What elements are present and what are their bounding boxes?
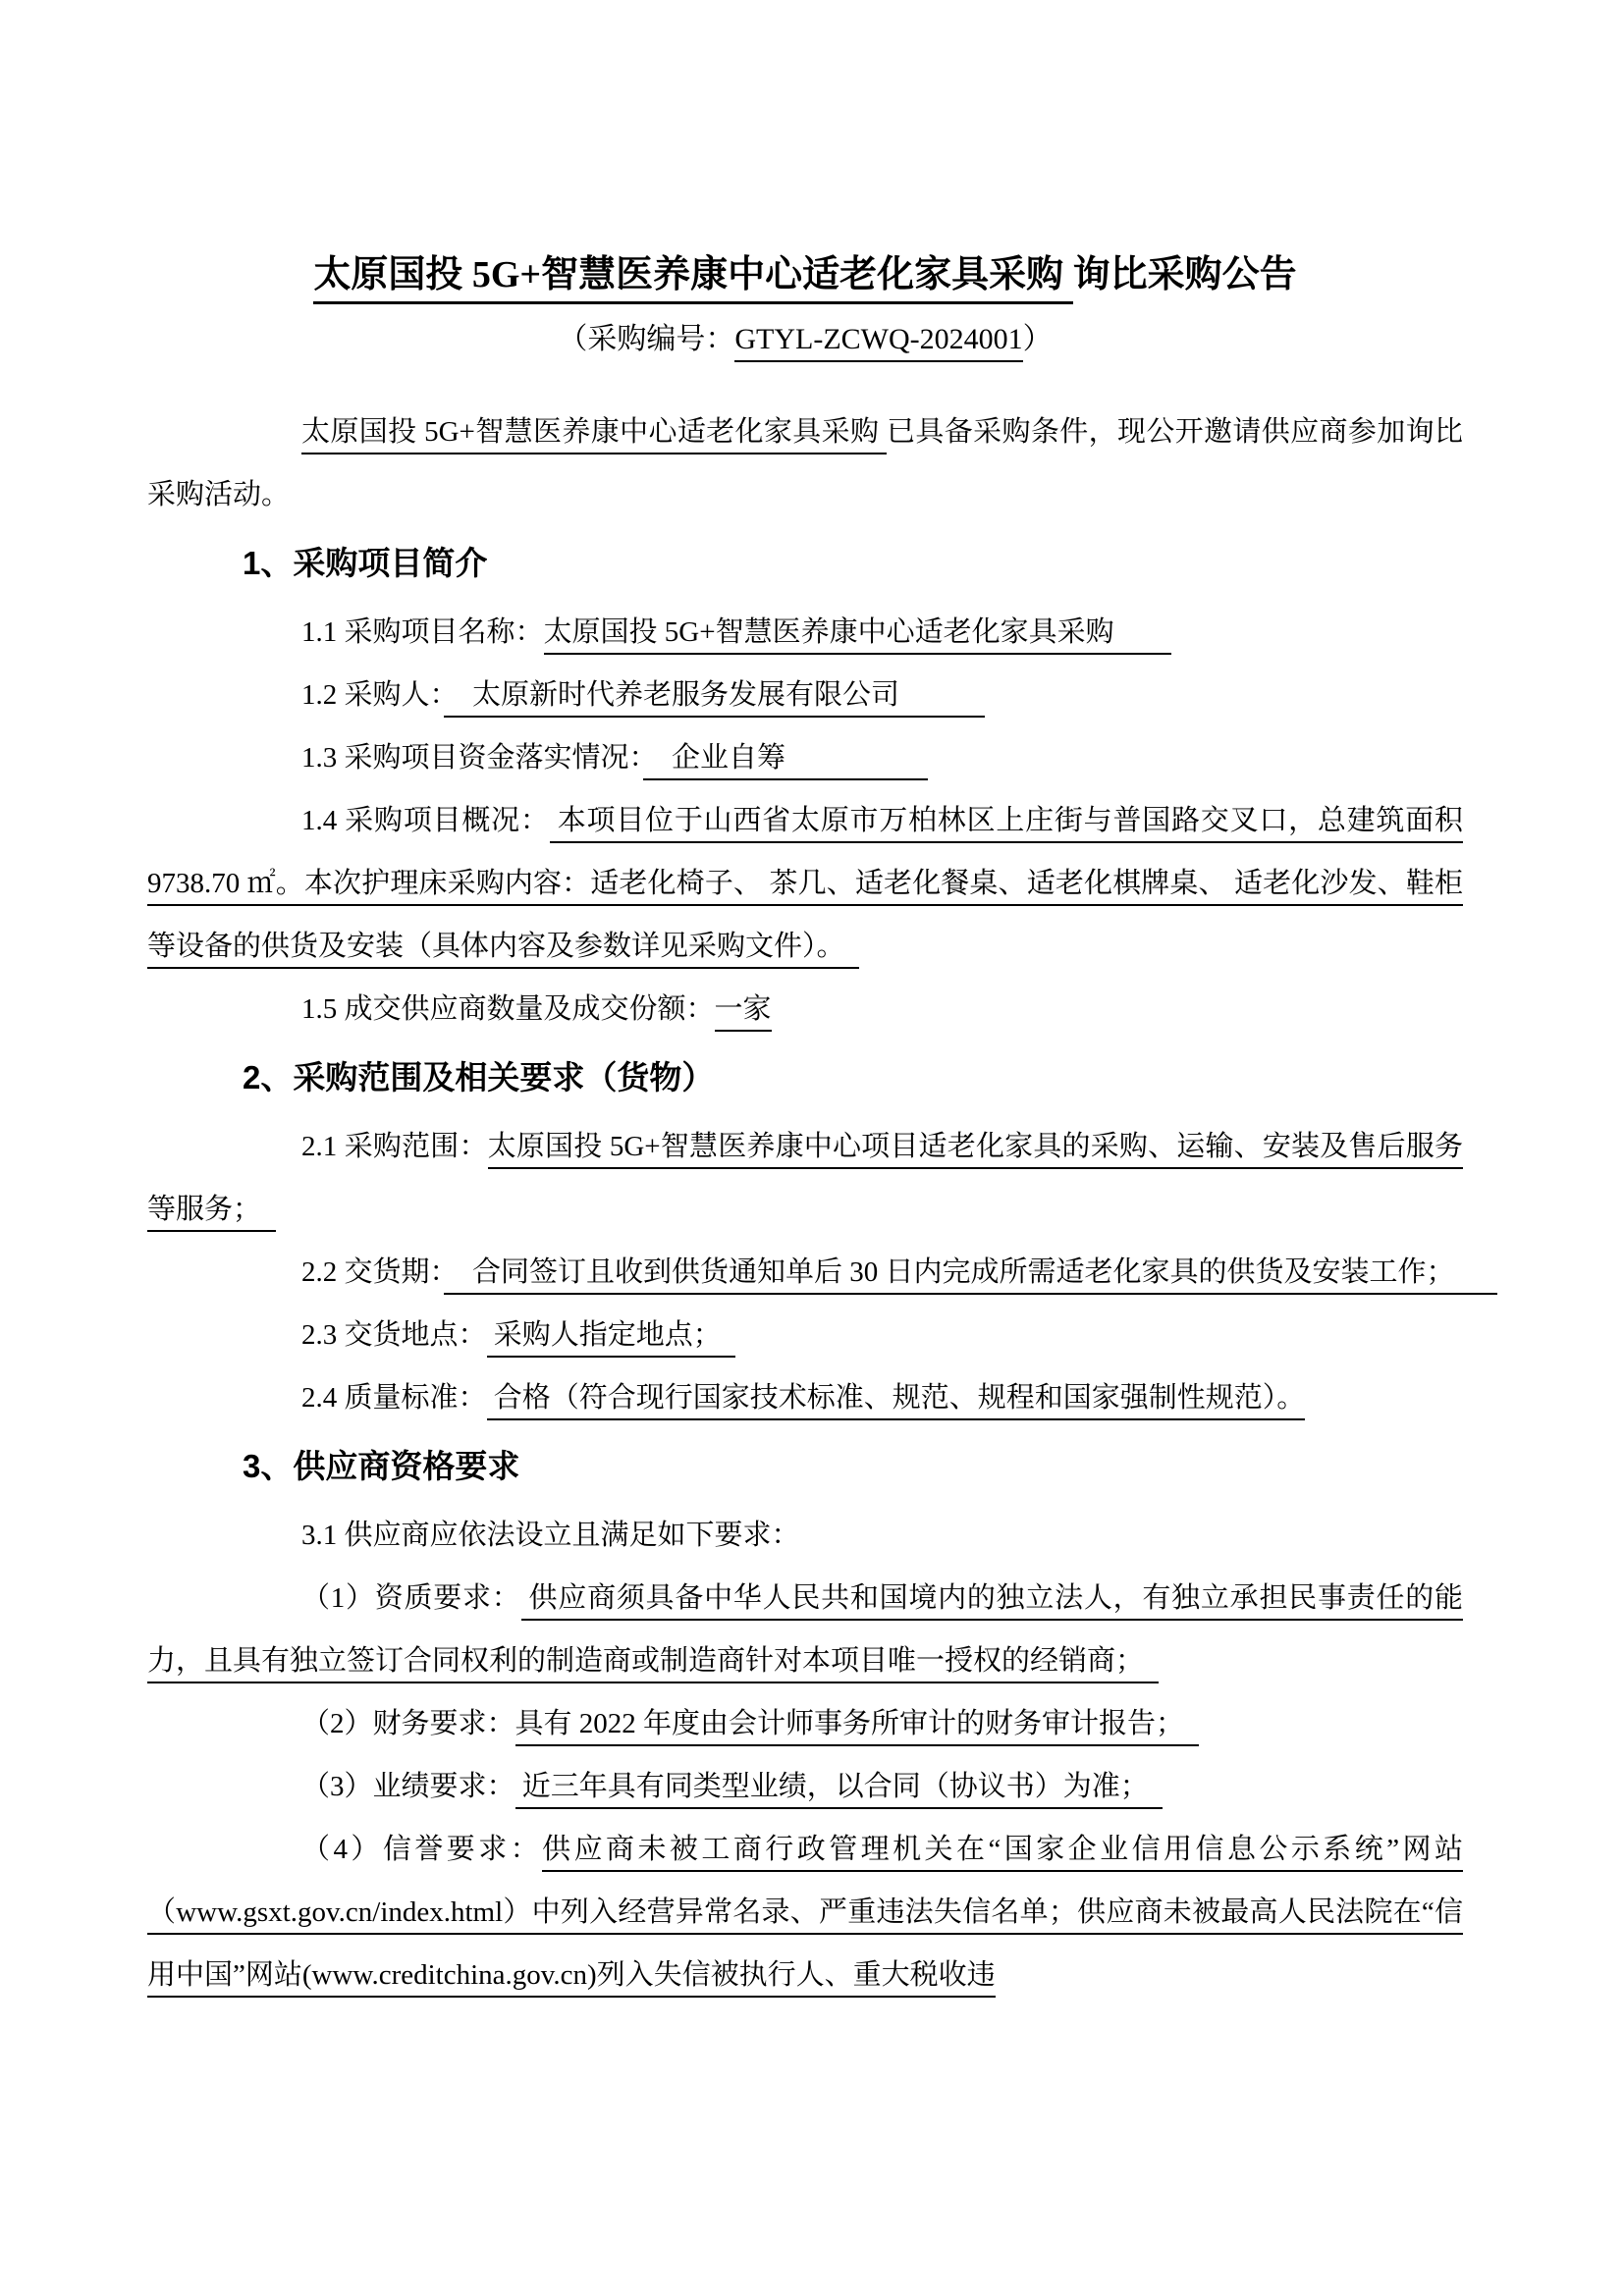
clause-label: 1.3 采购项目资金落实情况： [301,742,644,774]
procurement-number-line [147,308,1463,371]
clause-value-underlined: 合同签订且收到供货通知单后 30 日内完成所需适老化家具的供货及安装工作； [444,1256,1497,1295]
doc-title-suffix: 询比采购公告 [1072,254,1297,295]
clause-value-underlined: 合格（符合现行国家技术标准、规范、规程和国家强制性规范）。 [487,1382,1306,1420]
clause-label: 1.2 采购人： [301,679,445,711]
clause-label: （1）资质要求： [301,1582,521,1614]
clause-label: 1.4 采购项目概况： [301,805,550,836]
procurement-number: GTYL-ZCWQ-2024001 [734,323,1022,362]
procurement-number-prefix: （采购编号： [558,323,735,355]
clause-2-4 [147,1366,1463,1429]
intro-paragraph [147,400,1463,526]
clause-3-1-req-2 [147,1692,1463,1755]
clause-value-underlined: 企业自筹 [643,742,928,780]
clause-label: （2）财务要求： [301,1708,515,1739]
doc-title-underlined: 太原国投 5G+智慧医养康中心适老化家具采购 [313,254,1072,304]
clause-value-underlined: 采购人指定地点； [487,1319,736,1358]
clause-value-underlined: 太原国投 5G+智慧医养康中心适老化家具采购 [544,616,1171,655]
clause-value-underlined: 近三年具有同类型业绩，以合同（协议书）为准； [515,1771,1164,1809]
clause-3-1 [147,1504,1463,1567]
clause-2-2 [147,1241,1498,1304]
clause-value-underlined: 供应商未被工商行政管理机关在“国家企业信用信息公示系统”网站（www.gsxt.gov.cn/index.html）中列入经营异常名录、严重违法失信名单；供应商未被最高人民法院在“信用中国”网站(www.creditchina.gov.cn)列入失信被执行人、重大税收违 [147,1834,1463,1998]
clause-label: 2.4 质量标准： [301,1382,487,1414]
intro-project-name-underlined: 太原国投 5G+智慧医养康中心适老化家具采购 [301,416,887,454]
clause-3-1-req-1 [147,1567,1463,1692]
clause-1-3 [147,726,1463,789]
clause-value-underlined: 太原新时代养老服务发展有限公司 [444,679,985,718]
clause-label: 2.3 交货地点： [301,1319,487,1351]
clause-label: 1.5 成交供应商数量及成交份额： [301,993,715,1025]
clause-value-underlined: 供应商须具备中华人民共和国境内的独立法人，有独立承担民事责任的能力，且具有独立签订合同权利的制造商或制造商针对本项目唯一授权的经销商； [147,1582,1463,1683]
clause-3-1-req-4 [147,1818,1463,2006]
clause-3-1-req-3 [147,1755,1463,1818]
clause-1-1 [147,601,1463,664]
doc-title [147,247,1463,302]
clause-label: 3.1 供应商应依法设立且满足如下要求： [301,1520,800,1551]
clause-value-underlined: 一家 [715,993,772,1032]
clause-label: 2.1 采购范围： [301,1131,488,1162]
clause-value-underlined: 太原国投 5G+智慧医养康中心项目适老化家具的采购、运输、安装及售后服务等服务； [147,1131,1463,1232]
clause-label: （3）业绩要求： [301,1771,515,1802]
clause-1-4 [147,789,1463,978]
clause-label: （4）信誉要求： [301,1834,543,1865]
clause-1-5 [147,978,1463,1041]
section-3-heading: 3、供应商资格要求 [243,1448,520,1484]
clause-value-underlined: 本项目位于山西省太原市万柏林区上庄街与普国路交叉口，总建筑面积 9738.70 ㎡。本次护理床采购内容：适老化椅子、 茶几、适老化餐桌、适老化棋牌桌、 适老化沙发、鞋柜等设备的供货及安装（具体内容及参数详见采购文件）。 [147,805,1463,969]
clause-value-underlined: 具有 2022 年度由会计师事务所审计的财务审计报告； [515,1708,1199,1746]
clause-label: 2.2 交货期： [301,1256,445,1288]
procurement-number-suffix: ） [1022,323,1053,355]
clause-label: 1.1 采购项目名称： [301,616,544,648]
document-content [147,0,1498,2006]
intro-text: 已具备采购条件，现公开邀请供应商参加询比采购活动。 [147,416,1463,510]
section-1-heading: 1、采购项目简介 [243,545,488,581]
clause-2-1 [147,1115,1463,1241]
clause-2-3 [147,1304,1463,1366]
section-2-heading: 2、采购范围及相关要求（货物） [243,1059,715,1095]
clause-1-2 [147,664,1463,726]
